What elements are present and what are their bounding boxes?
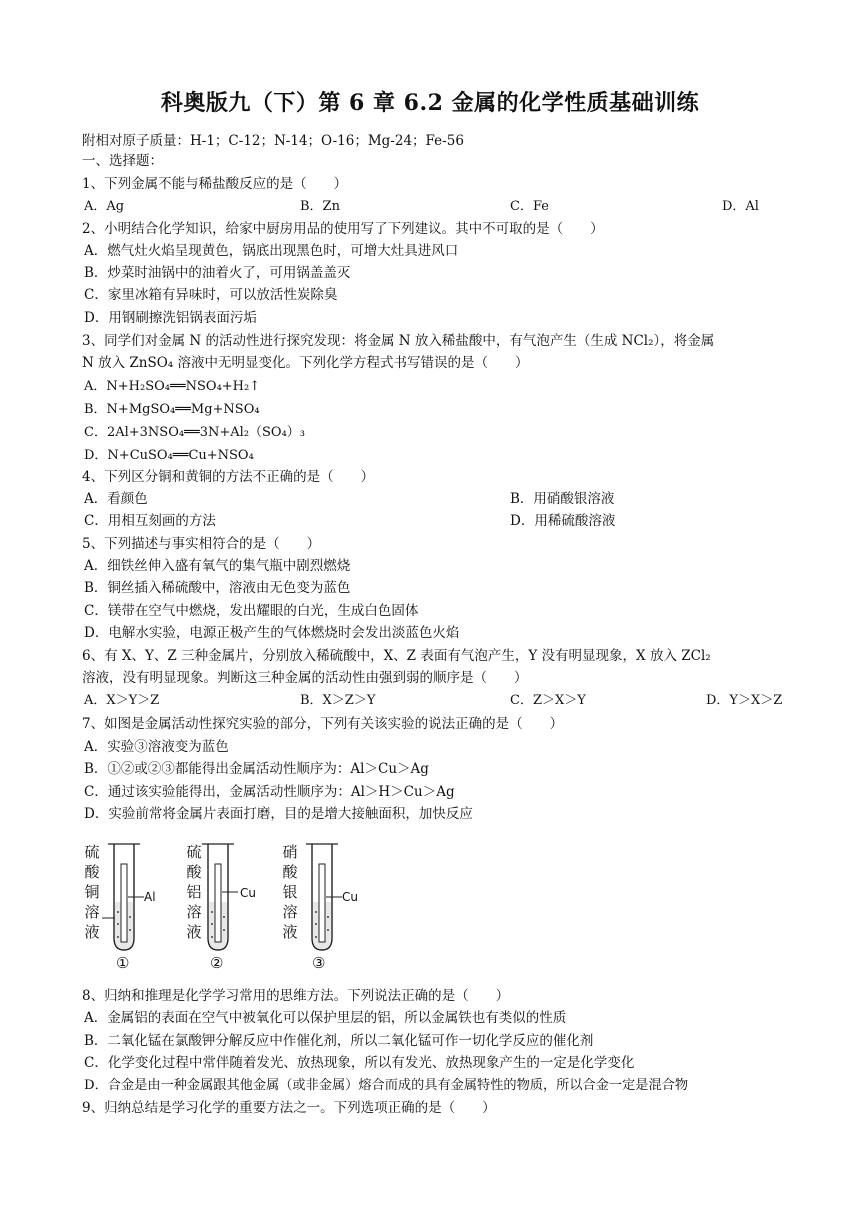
page-title: 科奥版九（下）第 6 章 6.2 金属的化学性质基础训练 (160, 90, 700, 116)
question-3-stem-line-2: N 放入 ZnSO₄ 溶液中无明显变化。下列化学方程式书写错误的是（ ） (82, 355, 529, 371)
section-heading: 一、选择题： (82, 153, 163, 169)
tube-3-metal-label: Cu (342, 890, 358, 904)
question-5-option-b: B．铜丝插入稀硫酸中，溶液由无色变为蓝色 (84, 580, 351, 596)
tube-1-label-char: 溶 (84, 903, 100, 921)
tube-2-label-char: 酸 (186, 863, 202, 881)
tube-1-label-char: 酸 (84, 863, 100, 881)
question-5-stem: 5、下列描述与事实相符合的是（ ） (82, 536, 321, 552)
question-8-option-b: B．二氧化锰在氯酸钾分解反应中作催化剂，所以二氧化锰可作一切化学反应的催化剂 (84, 1033, 594, 1049)
tube-2-number: ② (210, 954, 224, 972)
question-6-option-d: D．Y＞X＞Z (706, 693, 783, 708)
question-4-option-d: D．用稀硫酸溶液 (510, 513, 616, 529)
question-1-option-b: B．Zn (300, 199, 340, 214)
question-7-option-a: A．实验③溶液变为蓝色 (84, 739, 229, 755)
question-2-option-a: A．燃气灶火焰呈现黄色，锅底出现黑色时，可增大灶具进风口 (84, 243, 459, 259)
tube-3-label-char: 酸 (282, 863, 298, 881)
question-1-option-d: D．Al (722, 199, 759, 214)
question-4-stem: 4、下列区分铜和黄铜的方法不正确的是（ ） (82, 469, 375, 485)
question-3-option-c: C．2Al+3NSO₄══3N+Al₂（SO₄）₃ (84, 425, 306, 440)
tube-2-label-char: 铝 (186, 883, 202, 901)
question-6-stem-line-2: 溶液，没有明显现象。判断这三种金属的活动性由强到弱的顺序是（ ） (82, 670, 528, 686)
tube-3-label-char: 液 (282, 923, 298, 941)
question-5-option-a: A．细铁丝伸入盛有氧气的集气瓶中剧烈燃烧 (84, 558, 351, 574)
question-7-option-b: B．①②或②③都能得出金属活动性顺序为：Al＞Cu＞Ag (84, 761, 429, 777)
question-3-stem-line-1: 3、同学们对金属 N 的活动性进行探究发现：将金属 N 放入稀盐酸中，有气泡产生（生成 NCl₂），将金属 (82, 333, 715, 349)
atomic-masses: 附相对原子质量：H-1；C-12；N-14；O-16；Mg-24；Fe-56 (82, 133, 464, 149)
question-6-stem-line-1: 6、有 X、Y、Z 三种金属片，分别放入稀硫酸中，X、Z 表面有气泡产生，Y 没有明显现象，X 放入 ZCl₂ (82, 648, 711, 664)
question-8-option-d: D．合金是由一种金属跟其他金属（或非金属）熔合而成的具有金属特性的物质，所以合金一定是混合物 (84, 1078, 689, 1093)
question-8-option-a: A．金属铝的表面在空气中被氧化可以保护里层的铝，所以金属铁也有类似的性质 (84, 1010, 567, 1026)
tube-2-label-char: 液 (186, 923, 202, 941)
tube-3-number: ③ (312, 954, 326, 972)
question-3-option-b: B．N+MgSO₄══Mg+NSO₄ (84, 402, 260, 417)
question-6-option-b: B．X＞Z＞Y (300, 693, 376, 708)
question-2-option-c: C．家里冰箱有异味时，可以放活性炭除臭 (84, 287, 338, 303)
tube-2-metal-label: Cu (240, 886, 256, 900)
question-4-option-b: B．用硝酸银溶液 (510, 491, 615, 507)
question-9-stem: 9、归纳总结是学习化学的重要方法之一。下列选项正确的是（ ） (82, 1100, 496, 1116)
tube-3-label-char: 溶 (282, 903, 298, 921)
tube-1-number: ① (116, 954, 130, 972)
question-7-option-d: D．实验前常将金属片表面打磨，目的是增大接触面积，加快反应 (84, 806, 473, 822)
question-1-option-a: A．Ag (84, 199, 125, 214)
question-7-option-c: C．通过该实验能得出，金属活动性顺序为：Al＞H＞Cu＞Ag (84, 784, 455, 800)
question-8-option-c: C．化学变化过程中常伴随着发光、放热现象，所以有发光、放热现象产生的一定是化学变化 (84, 1055, 635, 1071)
tube-2-label-char: 硫 (186, 843, 202, 861)
question-6-option-a: A．X＞Y＞Z (84, 693, 160, 708)
test-tube-1 (100, 842, 150, 952)
question-3-option-a: A．N+H₂SO₄══NSO₄+H₂↑ (84, 379, 261, 394)
tube-3-label-char: 硝 (282, 843, 298, 861)
question-8-stem: 8、归纳和推理是化学学习常用的思维方法。下列说法正确的是（ ） (82, 988, 510, 1004)
tube-1-label-char: 铜 (84, 883, 100, 901)
question-4-option-a: A．看颜色 (84, 491, 148, 507)
question-3-option-d: D．N+CuSO₄══Cu+NSO₄ (84, 448, 254, 463)
question-5-option-c: C．镁带在空气中燃烧，发出耀眼的白光，生成白色固体 (84, 603, 419, 619)
question-4-option-c: C．用相互刻画的方法 (84, 513, 216, 529)
question-1-stem: 1、下列金属不能与稀盐酸反应的是（ ） (82, 176, 348, 192)
question-1-option-c: C．Fe (510, 199, 549, 214)
tube-1-label-char: 液 (84, 923, 100, 941)
question-2-option-d: D．用钢刷擦洗铝锅表面污垢 (84, 310, 257, 326)
test-tube-2 (194, 842, 244, 952)
tube-3-label-char: 银 (282, 883, 298, 901)
tube-1-label-char: 硫 (84, 843, 100, 861)
question-5-option-d: D．电解水实验，电源正极产生的气体燃烧时会发出淡蓝色火焰 (84, 625, 460, 641)
question-2-stem: 2、小明结合化学知识，给家中厨房用品的使用写了下列建议。其中不可取的是（ ） (82, 221, 604, 237)
tube-1-metal-label: Al (144, 890, 156, 904)
question-6-option-c: C．Z＞X＞Y (510, 693, 586, 708)
experiment-figure (84, 842, 384, 977)
tube-2-label-char: 溶 (186, 903, 202, 921)
question-7-stem: 7、如图是金属活动性探究实验的部分，下列有关该实验的说法正确的是（ ） (82, 716, 564, 732)
test-tube-3 (298, 842, 348, 952)
question-2-option-b: B．炒菜时油锅中的油着火了，可用锅盖盖灭 (84, 265, 351, 281)
